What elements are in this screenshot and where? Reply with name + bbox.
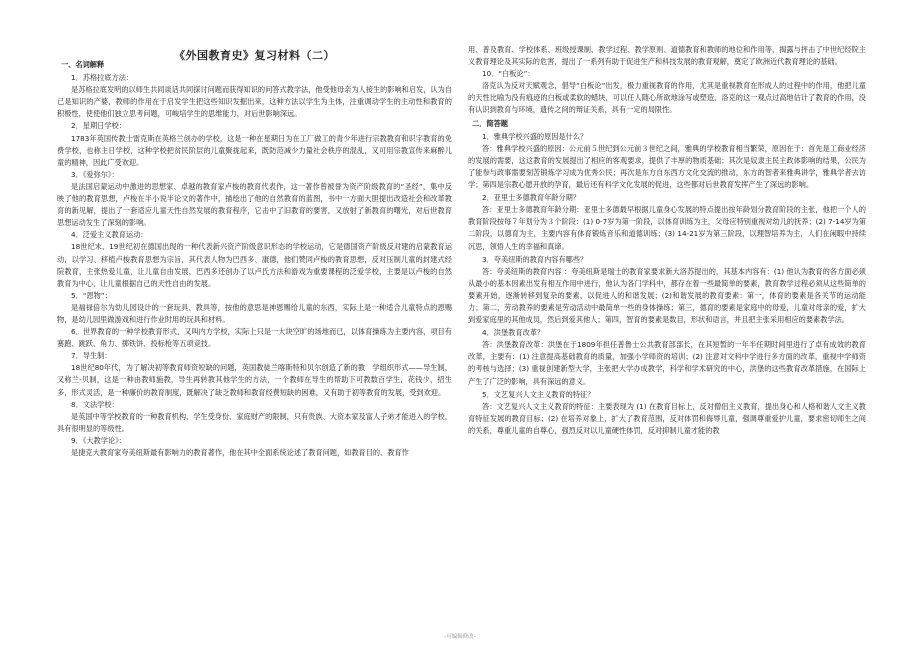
term-definition: 是英国中等学校教育的一种教育机构，学生受身份、家庭财产的限制，只有贵族、大资本家及富人子弟才能进入的学校，具有很明显的等级性。 (57, 411, 452, 433)
term-definition: 6．世界教育的一种学校教育形式，又叫内方学校，实际上只是一大块空旷的场地而已，以体育操练为主要内容，项目有赛跑、跳跃、角力、掷铁饼、投标枪等五项竞技。 (57, 327, 452, 349)
left-column (57, 58, 452, 459)
term-definition: 1783年英国传教士雷克斯在英格兰创办的学校，这是一种在星期日为在工厂做工的青少年进行宗教教育和识字教育的免费学校，也称主日学校，这种学校把贫民阶层的儿童聚拢起来，既防范减少力量社会秩序的混乱，又可用宗教宣传来麻醉儿童的精神，因此广受欢迎。 (57, 133, 452, 167)
term-definition: 是苏格拉底发明的以师生共同谈话共同探讨问题而获得知识的问答式教学法，他受他母亲为人接生的影响和启发，认为自己是知识的产婆，教师的作用在于启发学生把这些知识发掘出来，这种方法以学生为主体，注重调动学生的主动性和教育的积极性，使使他们独立思考问题，可峻培学生的思维能力，对后世影响深远。 (57, 85, 452, 119)
answer: 答：雅典学校兴盛的原因：公元前５世纪到公元前３世纪之间，雅典的学校教育相当繁荣，原因在于：首先是工商业经济的发展的需要，这这教育的发展提出了相应的客观要求，提供了丰厚的物质基础；其次是奴隶主民主政体影响的结果，公民为了能参与政事需要刻苦锻炼学习成为优秀公民；再次是东方自东西方文化交流的推动，东方的智者来雅典讲学，雅典学者去访学；第四是宗教心愿开放的孕育，最后还有科学文化发展的促进，这些都对后世教育发挥产生了深远的影响。 (468, 143, 866, 190)
term-definition: 18世纪80年代，为了解决初等教育师资短缺的问题，英国教徒兰喀斯特和贝尔创造了新的教 学组织形式——导生制，又称兰-贝制，这是一种由教师施教，导生再转教其他学生的方法，一个教师在导生的帮助下可教数百学生，花钱少，招生多，形式灵活，是一种廉价的教育制度，既解决了缺乏教师和教育经费短缺的困难，又有助于初等教育的发展，受到欢迎。 (57, 363, 452, 397)
term-heading: 5．“恩物”： (71, 290, 112, 300)
term-heading: 10．“白板论”： (482, 69, 535, 79)
term-heading: 9．《大教学论》： (71, 435, 126, 445)
term-heading: 8．文法学校： (71, 399, 119, 409)
question: 2．亚里士多德教育年龄分期？ (482, 193, 581, 203)
question: 5．文艺复兴人文主义教育的特征？ (482, 389, 595, 399)
answer: 答：洪堡教育改革：洪堡在于1809年担任普鲁士公共教育部部长，在其短暂的一年半任期时间里进行了卓有成效的教育改革，主要有：(1) 注意提高基础教育的质量，加强小学师资的培训；(2) 注意对文科中学进行多方面的改革，重视中学师资的考核与选择；(3) 重视创建新型大学，主张把大学办成教学，科学和学术研究的中心，洪堡的这些教育改革措施，在国际上产生了广泛的影响，具有深远的意义。 (468, 340, 866, 386)
section-heading-short-answer: 二．简答题 (472, 118, 508, 128)
term-definition-continued: 用、普及教育、学校体系、班级授课制、教学过程、教学原则、道德教育和教师的地位和作用等，揭露与抨击了中世纪经院主义教育理论及其实际的危害，提出了一系列有助于促进生产和科技发展的教育观解，奠定了欧洲近代教育理论的基础。 (468, 45, 866, 67)
term-definition: 是捷克大教育家夸美纽斯最有影响力的教育著作，他在其中全面系统论述了教育问题，如教育目的、教育作 (71, 448, 409, 457)
term-definition: 洛克认为反对天赋观念，倡导“白板论”出发，极力重视教育的作用，尤其是重视教育在形成人的过程中的作用，他把儿童的天性比喻为没有痕迹的白板或柔软的蜡块，可以任人随心所欲地涂写或塑造，洛克的这一观点过高地估计了教育的作用，没有认识到教育与环境，遗传之间的辩证关系，具有一定的局限性。 (468, 81, 866, 115)
term-definition: 18世纪末、19世纪初在德国出现的一种代表新兴资产阶级意识形态的学校运动，它是德国资产阶级反对建的启蒙教育运动，以学习、移植卢梭教育思想为宗旨，其代表人物为巴西多、康德，他们赞同卢梭的教育思想，反对压制儿童的封建式经院教育，主张热爱儿童，让儿童自由发展，巴西多还创办了以卢氏方法和游戏为重要课程的泛爱学校，主要是以卢梭的自然教育为中心，让儿童根据自己的天性自由的发展。 (57, 242, 452, 288)
term-heading: 2．星期日学校： (71, 121, 126, 131)
question: 3．夸美纽斯的教育内容有哪些？ (482, 254, 588, 264)
term-definition: 是福禄倍尔为幼儿园设计的一套玩具、教具等，按他的意思是神恩赐给儿童的东西，实际上是一种适合儿童特点的恩赐物，是幼儿园里做游戏和进行作业时用的玩具和材料。 (57, 302, 452, 324)
document-title: 《外国教育史》复习材料（二） (174, 49, 335, 62)
answer: 答：文艺复兴人文主义教育的特征：主要表现为 (1) 在教育目标上，反对僧侣主义教育，提出身心和人格和谐人文主义教育特征发展的教育目标；(2) 在培养对象上，扩大了教育范围，反对体罚和侮辱儿童，强调尊重爱护儿童，要求密切师生之间的关系，尊重儿童的自尊心，强烈反对以儿童硬性体罚，反对抑制儿童才能的教 (468, 401, 866, 435)
answer: 答：夸美纽斯的教育内容 ：夸美纽斯是瑞士的教育家要求新大洛苏提出的，其基本内容有：(1) 他认为教育的各方面必须从最小的基本因素出发有相互作用中进行，他认为各门学科中，都存在着一些最简单的要素，教育教学过程必须从这些简单的要素开始，逐渐转移到复杂的要素，以促进人的和谐发展；(2)和谐发展的教育要素：第一，体育的要素是各关节的运动能力；第二，劳动教养的要素是劳动活动中最简单一些的身体操练；第三，德育的要素是家庭中的母爱，儿童对母亲的爱，扩大到爱家庭里的其他成员，然后到爱其他人；第四，智育的要素是数目，形状和语言，并且把主张采用相应的要素教学法。 (468, 266, 866, 325)
section-heading-terms: 一、名词解释 (61, 60, 105, 69)
question: 4．洪堡教育改革？ (482, 328, 545, 338)
term-heading: 7．导生制： (71, 351, 112, 361)
answer: 答：亚里士多德教育年龄分期：亚里士多德最早根据儿童身心发展的特点提出按年龄划分教育阶段的主张，他把一个人的教育阶段按每７年划分为３个阶段：(1) 0-7岁为第一阶段，以体育训练为主，父母应特别重视对幼儿的抚养；(2) 7-14岁为第二阶段，以德育为主，主要内容有体育锻炼音乐和道德训练；(3) 14-21岁为第三阶段，以理智培养为主，人们在闲暇中持续沉思，领悟人生的幸福和真谛。 (468, 205, 866, 251)
term-definition: 是法国启蒙运动中激进的思想家、卓越的教育家卢梭的教育代表作，这一著作曾被誉为资产阶级教育的“圣经”，集中反映了他的教育思想，卢梭在半小说半论文的著作中，描绘出了他的自然教育的蓝图，书中一方面大胆提出改造社会和改革教育的新见解，提出了一套适应儿童天性自然发展的教育程序，它击中了旧教育的要害，又放射了新教育的曙光，对后世教育思想运动发生了深刻的影响。 (57, 181, 452, 228)
question: 1．雅典学校兴盛的原因是什么？ (482, 131, 588, 141)
page-footer: -可编辑修改- (444, 634, 476, 640)
term-heading: 1．苏格拉底方法： (71, 73, 134, 83)
right-column (468, 44, 866, 437)
term-heading: 4．泛爱主义教育运动： (71, 230, 148, 240)
term-heading: 3．《爱弥尔》： (71, 169, 119, 179)
